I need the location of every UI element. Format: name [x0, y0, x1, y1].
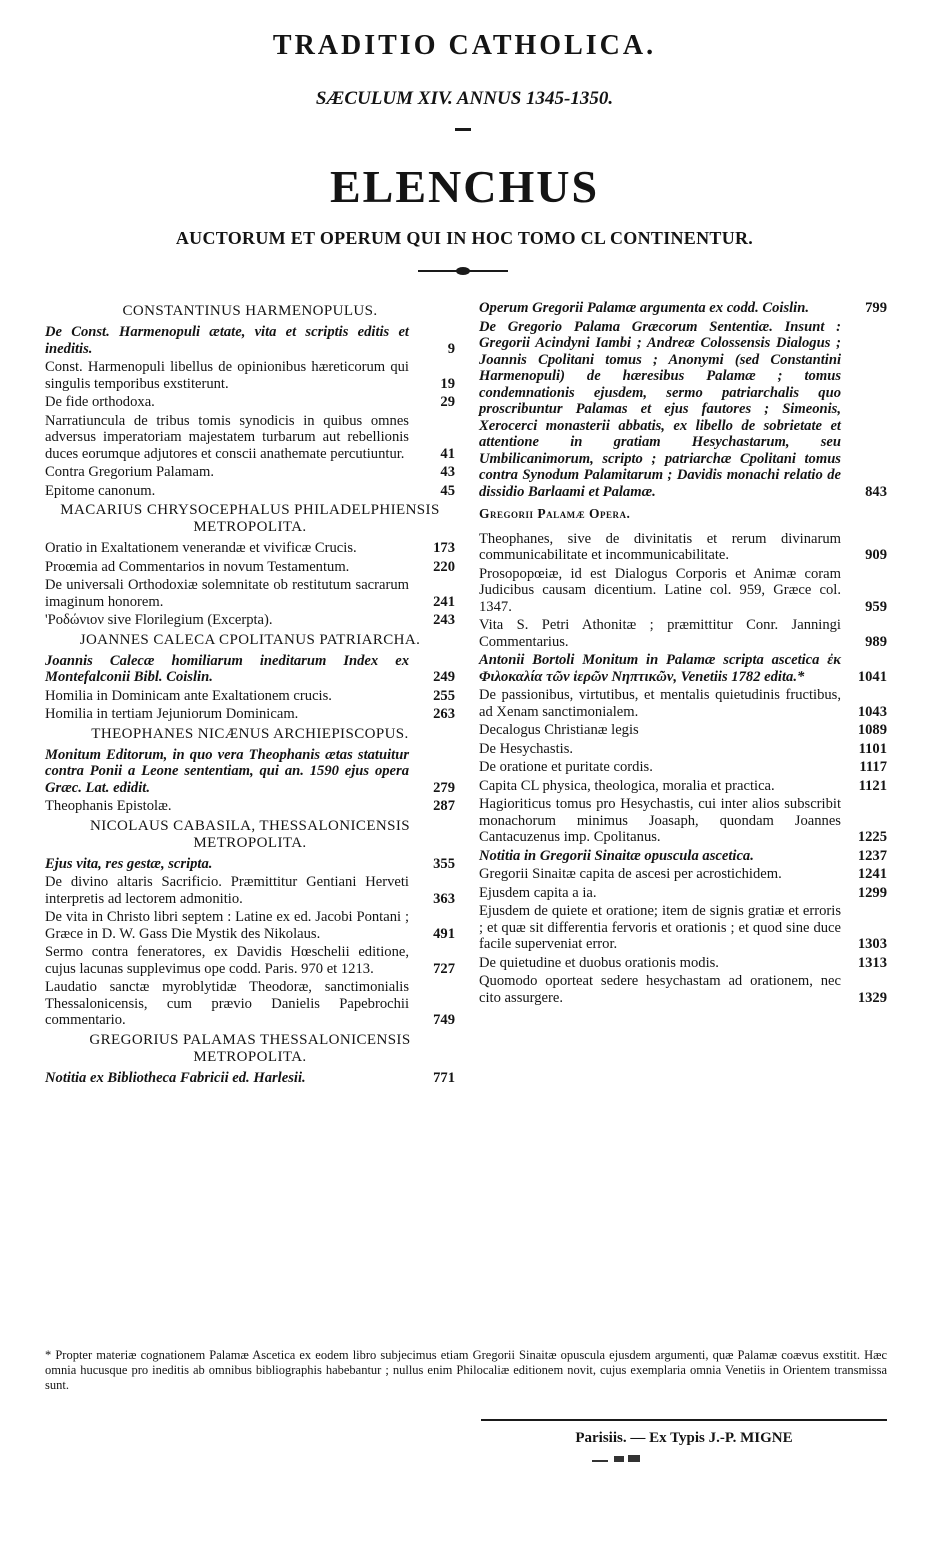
author-heading: NICOLAUS CABASILA, THESSALONICENSIS METROPOLITA.	[90, 817, 410, 851]
entry-page-number: 241	[433, 593, 455, 610]
entry-page-number: 749	[433, 1012, 455, 1028]
ornament-divider	[418, 269, 508, 273]
entry-title: De oratione et puritate cordis.	[479, 759, 653, 775]
entry-title: Ejus vita, res gestæ, scripta.	[45, 855, 213, 872]
entry-page-number: 1117	[859, 759, 887, 775]
toc-entry	[45, 944, 455, 977]
toc-entry	[479, 848, 887, 865]
entry-title: Hagioriticus tomus pro Hesychastis, cui inter alios subscribit monachorum minimus Joasaph, quondam Joannes Cantacuzenus imp. Cpolitanus.	[479, 796, 841, 845]
printer-mark-icon	[592, 1455, 652, 1463]
toc-entry	[479, 759, 887, 776]
entry-title: Quomodo oporteat sedere hesychastam ad orationem, nec cito assurgere.	[479, 973, 841, 1006]
toc-entry	[45, 359, 455, 392]
entry-page-number: 249	[433, 669, 455, 685]
entry-title: Antonii Bortoli Monitum in Palamæ scripta ascetica ἐκ Φιλοκαλία τῶν ἱερῶν Νηπτικῶν, Venetiis 1782 edita.*	[479, 652, 841, 685]
toc-entry	[479, 319, 887, 501]
entry-title: Theophanes, sive de divinitatis et rerum divinarum communicabilitate et incommunicabilitate.	[479, 530, 841, 563]
entry-title: Decalogus Christianæ legis	[479, 722, 639, 738]
toc-entry	[45, 559, 455, 576]
entry-title: Ejusdem capita a ia.	[479, 884, 597, 901]
entry-title: Epitome canonum.	[45, 482, 156, 499]
toc-entry	[45, 747, 455, 797]
toc-entry	[45, 413, 455, 463]
entry-page-number: 1241	[857, 866, 887, 882]
entry-page-number: 287	[433, 798, 455, 814]
entry-page-number: 799	[865, 300, 887, 316]
entry-page-number: 29	[440, 394, 455, 410]
entry-page-number: 19	[440, 375, 455, 392]
entry-page-number: 173	[433, 540, 455, 556]
entry-title: Proœmia ad Commentarios in novum Testamentum.	[45, 558, 350, 575]
toc-entry	[45, 798, 455, 815]
entry-page-number: 243	[433, 612, 455, 628]
entry-title: Capita CL physica, theologica, moralia et practica.	[479, 777, 775, 794]
entry-page-number: 41	[440, 445, 455, 462]
toc-entry	[45, 856, 455, 873]
toc-entry	[45, 540, 455, 557]
entry-page-number: 263	[433, 706, 455, 722]
entry-title: De divino altaris Sacrificio. Præmittitur Gentiani Herveti interpretis ad lectorem admonitio.	[45, 874, 409, 907]
toc-entry	[479, 885, 887, 902]
toc-entry	[45, 483, 455, 500]
right-column	[479, 300, 887, 1008]
entry-title: De vita in Christo libri septem : Latine ex ed. Jacobi Pontani ; Græce in D. W. Gass Die Mystik des Nikolaus.	[45, 909, 409, 942]
entry-page-number: 491	[433, 925, 455, 942]
toc-entry	[45, 874, 455, 907]
entry-title: Prosopopœiæ, id est Dialogus Corporis et Animæ coram Judicibus causam dicentium. Latine col. 959, Græce col. 1347.	[479, 565, 841, 615]
entry-title: De Const. Harmenopuli ætate, vita et scriptis editis et ineditis.	[45, 324, 409, 357]
entry-page-number: 771	[433, 1069, 455, 1086]
author-heading: JOANNES CALECA CPOLITANUS PATRIARCHA.	[79, 631, 421, 648]
entry-page-number: 1043	[857, 703, 887, 720]
entry-page-number: 1101	[858, 740, 887, 757]
author-heading: Gregorii Palamæ Opera.	[479, 506, 631, 521]
toc-entry	[479, 778, 887, 795]
entry-page-number: 727	[433, 960, 455, 977]
entry-title: Homilia in Dominicam ante Exaltationem crucis.	[45, 687, 332, 704]
entry-title: Ejusdem de quiete et oratione; item de signis gratiæ et erroris ; et quæ sit differentia fervoris et orationis ; et quod sine duce facile superveniat error.	[479, 903, 841, 952]
elenchus-heading: ELENCHUS	[329, 161, 600, 212]
entry-page-number: 1313	[857, 954, 887, 971]
entry-title: 'Ροδώνιον sive Florilegium (Excerpta).	[45, 612, 273, 628]
entry-title: De Hesychastis.	[479, 740, 574, 757]
toc-entry	[479, 617, 887, 650]
toc-entry	[479, 300, 887, 317]
entry-title: De Gregorio Palama Græcorum Sententiæ. Insunt : Gregorii Acindyni Iambi ; Andreæ Colossensis Dialogus ; Joannis Cpolitani tomus ; Anonymi (sed Constantini Harmenopuli) de hæresibus Palamæ ; tomus condemnationis ejusdem, sermo patriarchalis quo proscribuntur Palamas et ejus fautores ; Simeonis, Xerocerci monasterii abbatis, ex libello de sobrietate et attentione in gratiam Hesychastarum, seu Umbilicanimorum, scripto ; patriarchæ Cpolitani tomus contra Synodum Palamitarum ; Davidis monachi relatio de dissidio Barlaami et Palamæ.	[479, 318, 841, 500]
entry-title: De fide orthodoxa.	[45, 394, 155, 410]
toc-entry	[479, 866, 887, 883]
entry-page-number: 45	[440, 482, 455, 499]
entry-page-number: 1225	[857, 829, 887, 845]
left-column	[45, 300, 455, 1088]
toc-entry	[479, 687, 887, 720]
toc-entry	[45, 979, 455, 1029]
entry-page-number: 909	[865, 547, 887, 563]
entry-title: Gregorii Sinaitæ capita de ascesi per acrostichidem.	[479, 866, 782, 882]
page-title: TRADITIO CATHOLICA.	[272, 30, 657, 61]
toc-entry	[479, 796, 887, 846]
entry-page-number: 43	[440, 464, 455, 480]
entry-page-number: 355	[433, 855, 455, 872]
entry-page-number: 1299	[857, 884, 887, 901]
entry-page-number: 279	[433, 779, 455, 796]
toc-entry	[45, 577, 455, 610]
entry-title: De quietudine et duobus orationis modis.	[479, 954, 719, 971]
entry-page-number: 1041	[857, 668, 887, 685]
entry-title: Monitum Editorum, in quo vera Theophanis ætas statuitur contra Ponii a Leone sententiam, qui an. 1590 ejus opera Græc. Lat. edidit.	[45, 746, 409, 796]
toc-entry	[479, 973, 887, 1006]
toc-entry	[479, 652, 887, 685]
entry-title: De universali Orthodoxiæ solemnitate ob restitutum sacrarum imaginum honorem.	[45, 577, 409, 610]
toc-entry	[45, 688, 455, 705]
entry-page-number: 255	[433, 687, 455, 704]
author-heading: GREGORIUS PALAMAS THESSALONICENSIS METROPOLITA.	[89, 1031, 411, 1065]
entry-title: Notitia ex Bibliotheca Fabricii ed. Harlesii.	[45, 1069, 306, 1086]
toc-entry	[45, 394, 455, 411]
entry-title: Notitia in Gregorii Sinaitæ opuscula ascetica.	[479, 847, 754, 864]
entry-page-number: 1329	[857, 989, 887, 1006]
toc-entry	[45, 1070, 455, 1087]
toc-entry	[45, 464, 455, 481]
toc-entry	[45, 324, 455, 357]
entry-page-number: 959	[865, 598, 887, 615]
footer-rule	[481, 1419, 887, 1421]
footnote: * Propter materiæ cognationem Palamæ Ascetica ex eodem libro subjecimus etiam Gregorii Sinaitæ opuscula ejusdem argumenti, quæ Palamæ coævus exstitit. Hæc omnia hucusque pro ineditis ab omnibus bibliographis habebantur ; nullus enim Philocaliæ editionem novit, cujus exemplaria omnia Venetiis in Orientem transmissa sunt.	[45, 1348, 887, 1392]
toc-entry	[479, 955, 887, 972]
entry-title: Contra Gregorium Palamam.	[45, 464, 215, 480]
page-subtitle: SÆCULUM XIV. ANNUS 1345-1350.	[315, 88, 614, 109]
entry-page-number: 1089	[857, 722, 887, 738]
author-heading: MACARIUS CHRYSOCEPHALUS PHILADELPHIENSIS METROPOLITA.	[60, 502, 440, 535]
entry-title: Narratiuncula de tribus tomis synodicis in quibus omnes adversus imperatoriam majestatem turbarum aut rebellionis duces eorumque adjutores et conscii anathemate percutiuntur.	[45, 412, 409, 462]
toc-entry	[45, 612, 455, 629]
entry-title: Vita S. Petri Athonitæ ; præmittitur Conr. Janningi Commentarius.	[479, 617, 841, 650]
entry-title: Const. Harmenopuli libellus de opinionibus hæreticorum qui singulis temporibus exstiterunt.	[45, 359, 409, 392]
entry-page-number: 220	[433, 558, 455, 575]
toc-entry	[479, 566, 887, 616]
author-heading: THEOPHANES NICÆNUS ARCHIEPISCOPUS.	[91, 725, 409, 742]
toc-entry	[45, 706, 455, 723]
author-heading: CONSTANTINUS HARMENOPULUS.	[122, 303, 378, 319]
toc-entry	[479, 741, 887, 758]
entry-title: Oratio in Exaltationem venerandæ et vivificæ Crucis.	[45, 540, 357, 556]
toc-entry	[479, 903, 887, 953]
entry-page-number: 363	[433, 890, 455, 907]
entry-title: De passionibus, virtutibus, et mentalis quietudinis fructibus, ad Xenam sanctimonialem.	[479, 687, 841, 720]
toc-entry	[479, 531, 887, 564]
entry-title: Laudatio sanctæ myroblytidæ Theodoræ, sanctimonialis Thessalonicensis, cum prævio Danielis Papebrochii commentario.	[45, 979, 409, 1028]
entry-page-number: 1303	[857, 936, 887, 952]
entry-title: Theophanis Epistolæ.	[45, 798, 172, 814]
entry-page-number: 843	[865, 483, 887, 500]
entry-page-number: 1121	[858, 777, 887, 794]
entry-title: Operum Gregorii Palamæ argumenta ex codd. Coislin.	[479, 300, 809, 316]
elenchus-subheading: AUCTORUM ET OPERUM QUI IN HOC TOMO CL CONTINENTUR.	[175, 228, 754, 248]
entry-title: Sermo contra feneratores, ex Davidis Hœschelii editione, cujus lacunas supplevimus ope codd. Paris. 970 et 1213.	[45, 944, 409, 977]
entry-page-number: 1237	[857, 847, 887, 864]
imprint: Parisiis. — Ex Typis J.-P. MIGNE	[575, 1430, 793, 1446]
entry-page-number: 9	[447, 340, 455, 357]
toc-entry	[479, 722, 887, 739]
entry-page-number: 989	[865, 633, 887, 650]
toc-entry	[45, 653, 455, 686]
title-dash-divider	[455, 128, 471, 131]
toc-entry	[45, 909, 455, 942]
entry-title: Joannis Calecæ homiliarum ineditarum Index ex Montefalconii Bibl. Coislin.	[45, 652, 409, 685]
entry-title: Homilia in tertiam Jejuniorum Dominicam.	[45, 706, 299, 722]
